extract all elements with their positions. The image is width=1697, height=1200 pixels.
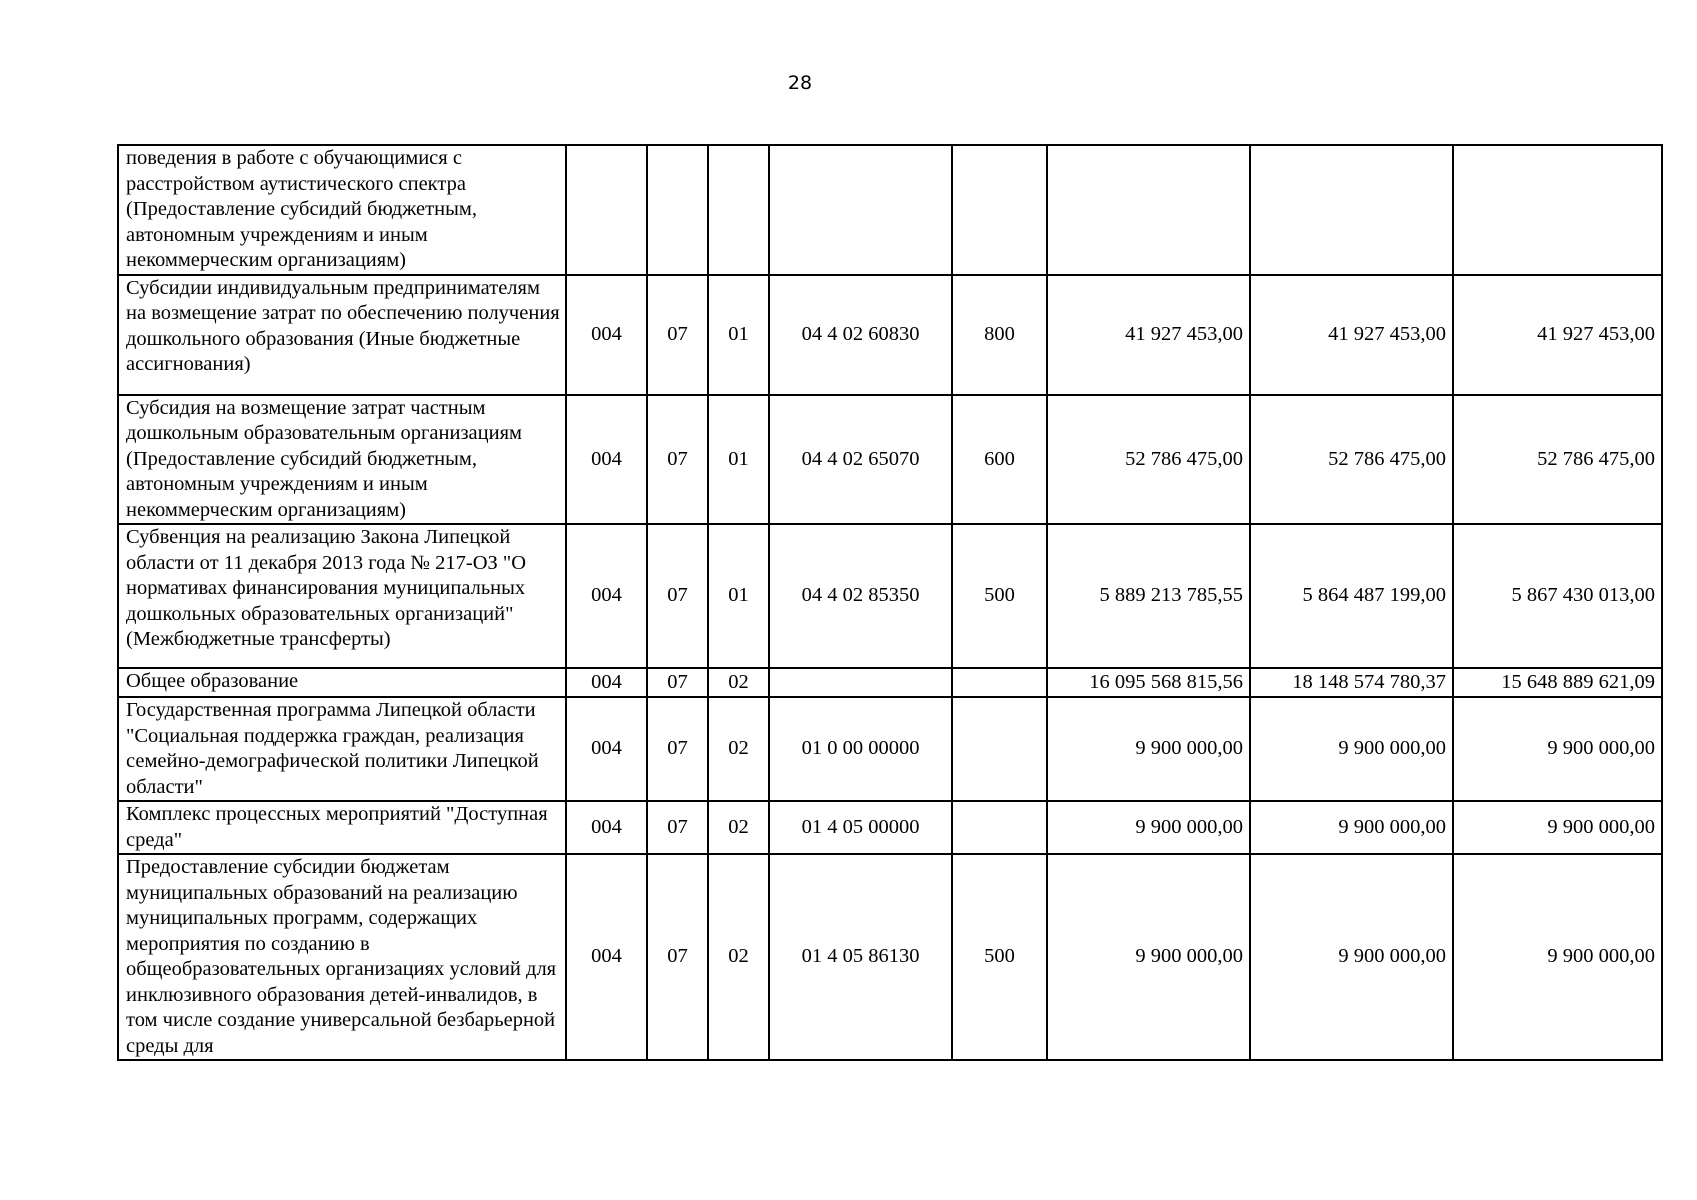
expense-type-code — [952, 145, 1047, 275]
row-name: Субсидия на возмещение затрат частным дошкольным образовательным организациям (Предоставление субсидий бюджетным, автономным учреждениям и иным некоммерческим организациям) — [118, 395, 566, 525]
amount-year-1: 16 095 568 815,56 — [1047, 668, 1250, 697]
target-article-code: 04 4 02 65070 — [769, 395, 952, 525]
expense-type-code — [952, 668, 1047, 697]
table-row — [118, 524, 1662, 668]
subsection-code: 01 — [708, 275, 769, 395]
ministry-code: 004 — [566, 697, 647, 801]
amount-year-2: 9 900 000,00 — [1250, 854, 1453, 1060]
row-name: Комплекс процессных мероприятий "Доступная среда" — [118, 801, 566, 854]
expense-type-code — [952, 801, 1047, 854]
amount-year-2 — [1250, 145, 1453, 275]
amount-year-1: 52 786 475,00 — [1047, 395, 1250, 525]
expense-type-code: 500 — [952, 854, 1047, 1060]
amount-year-3: 9 900 000,00 — [1453, 801, 1662, 854]
section-code: 07 — [647, 801, 708, 854]
subsection-code: 01 — [708, 524, 769, 668]
amount-year-2: 9 900 000,00 — [1250, 801, 1453, 854]
table-row — [118, 275, 1662, 395]
section-code: 07 — [647, 854, 708, 1060]
section-code: 07 — [647, 395, 708, 525]
ministry-code: 004 — [566, 524, 647, 668]
amount-year-2: 5 864 487 199,00 — [1250, 524, 1453, 668]
section-code: 07 — [647, 524, 708, 668]
expense-type-code — [952, 697, 1047, 801]
amount-year-3: 41 927 453,00 — [1453, 275, 1662, 395]
subsection-code: 02 — [708, 854, 769, 1060]
ministry-code: 004 — [566, 275, 647, 395]
amount-year-3: 9 900 000,00 — [1453, 854, 1662, 1060]
table-row — [118, 801, 1662, 854]
amount-year-1: 9 900 000,00 — [1047, 854, 1250, 1060]
row-name: Общее образование — [118, 668, 566, 697]
table-row — [118, 697, 1662, 801]
amount-year-2: 18 148 574 780,37 — [1250, 668, 1453, 697]
table-body — [118, 145, 1662, 1060]
amount-year-3: 9 900 000,00 — [1453, 697, 1662, 801]
amount-year-3 — [1453, 145, 1662, 275]
expense-type-code: 800 — [952, 275, 1047, 395]
subsection-code: 01 — [708, 395, 769, 525]
ministry-code: 004 — [566, 668, 647, 697]
target-article-code: 01 4 05 00000 — [769, 801, 952, 854]
subsection-code: 02 — [708, 668, 769, 697]
subsection-code: 02 — [708, 801, 769, 854]
amount-year-3: 5 867 430 013,00 — [1453, 524, 1662, 668]
row-name: Предоставление субсидии бюджетам муниципальных образований на реализацию муниципальных программ, содержащих мероприятия по созданию в общеобразовательных организациях условий для инклюзивного образования детей-инвалидов, в том числе создание универсальной безбарьерной среды для — [118, 854, 566, 1060]
section-code: 07 — [647, 275, 708, 395]
amount-year-1 — [1047, 145, 1250, 275]
section-code: 07 — [647, 697, 708, 801]
amount-year-1: 41 927 453,00 — [1047, 275, 1250, 395]
section-code — [647, 145, 708, 275]
row-name: Государственная программа Липецкой области "Социальная поддержка граждан, реализация семейно-демографической политики Липецкой области" — [118, 697, 566, 801]
amount-year-1: 9 900 000,00 — [1047, 801, 1250, 854]
amount-year-2: 52 786 475,00 — [1250, 395, 1453, 525]
amount-year-3: 15 648 889 621,09 — [1453, 668, 1662, 697]
target-article-code: 01 4 05 86130 — [769, 854, 952, 1060]
amount-year-2: 41 927 453,00 — [1250, 275, 1453, 395]
subsection-code: 02 — [708, 697, 769, 801]
subsection-code — [708, 145, 769, 275]
table-row — [118, 145, 1662, 275]
table-row — [118, 668, 1662, 697]
row-name: поведения в работе с обучающимися с расстройством аутистического спектра (Предоставление субсидий бюджетным, автономным учреждениям и иным некоммерческим организациям) — [118, 145, 566, 275]
expense-type-code: 500 — [952, 524, 1047, 668]
amount-year-3: 52 786 475,00 — [1453, 395, 1662, 525]
row-name: Субвенция на реализацию Закона Липецкой области от 11 декабря 2013 года № 217-ОЗ "О нормативах финансирования муниципальных дошкольных образовательных организаций" (Межбюджетные трансферты) — [118, 524, 566, 668]
page-number: 28 — [787, 72, 813, 94]
amount-year-2: 9 900 000,00 — [1250, 697, 1453, 801]
ministry-code: 004 — [566, 801, 647, 854]
ministry-code: 004 — [566, 395, 647, 525]
amount-year-1: 9 900 000,00 — [1047, 697, 1250, 801]
target-article-code: 01 0 00 00000 — [769, 697, 952, 801]
target-article-code — [769, 668, 952, 697]
ministry-code — [566, 145, 647, 275]
expense-type-code: 600 — [952, 395, 1047, 525]
ministry-code: 004 — [566, 854, 647, 1060]
row-name: Субсидии индивидуальным предпринимателям на возмещение затрат по обеспечению получения дошкольного образования (Иные бюджетные ассигнования) — [118, 275, 566, 395]
target-article-code: 04 4 02 60830 — [769, 275, 952, 395]
target-article-code: 04 4 02 85350 — [769, 524, 952, 668]
table-row — [118, 395, 1662, 525]
amount-year-1: 5 889 213 785,55 — [1047, 524, 1250, 668]
table-row — [118, 854, 1662, 1060]
budget-table — [117, 144, 1663, 1061]
section-code: 07 — [647, 668, 708, 697]
target-article-code — [769, 145, 952, 275]
